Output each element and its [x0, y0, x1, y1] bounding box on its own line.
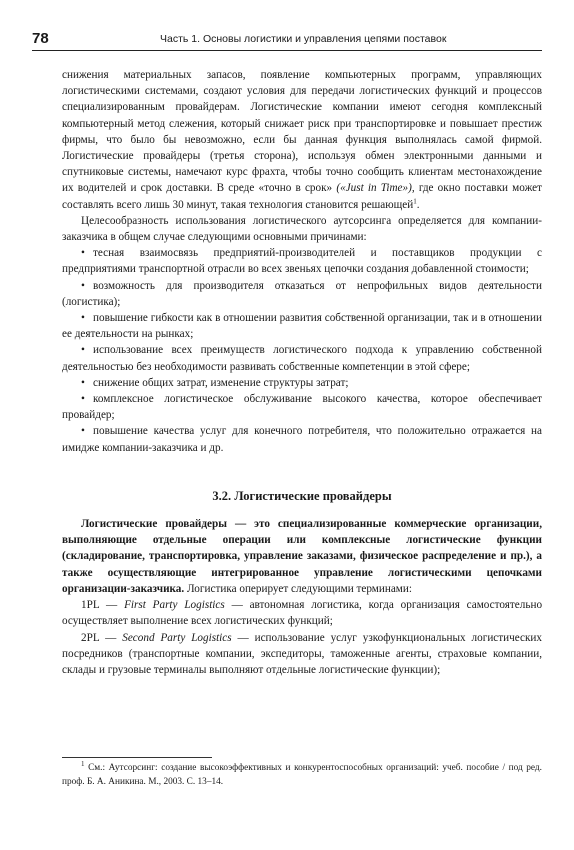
footnote-mark: 1	[81, 759, 85, 768]
bullet-icon: •	[81, 393, 85, 406]
term-abbr: 2PL —	[81, 631, 117, 644]
bullet-text: комплексное логистическое обслуживание высокого качества, которое обеспечивает провайдер;	[62, 393, 542, 422]
term-abbr: 1PL —	[81, 599, 118, 612]
bullet-text: тесная взаимосвязь предприятий-производителей и поставщиков продукции с предприятиями транспортной отрасли во всех звеньях цепочки создания добавленной стоимости;	[62, 247, 542, 276]
term-name: First Party Logistics	[124, 599, 225, 612]
paragraph-2: Целесообразность использования логистического аутсорсинга определяется для компании-заказчика в общем случае следующими основными причинами:	[62, 214, 542, 244]
running-title: Часть 1. Основы логистики и управления цепями поставок	[160, 33, 447, 45]
footnote	[62, 759, 542, 789]
bullet-text: использование всех преимуществ логистического подхода к управлению собственной деятельностью без необходимости развивать собственные компетенции в этой сфере;	[62, 344, 542, 373]
term-desc: — автономная логистика, когда организация самостоятельно осуществляет выполнение всех логистических функций;	[62, 599, 543, 628]
header-rule	[32, 50, 542, 51]
term-name: Second Party Logistics	[122, 631, 232, 644]
definition-bold: Логистические провайдеры — это специализированные коммерческие организации, выполняющие отдельные операции или комплексные логистические функции (складирование, транспортировка, управление заказами, физическое распределение и пр.), а также осуществляющие интегрированное управление логистическими цепочками организации-заказчика.	[62, 518, 542, 595]
definition-rest: Логистика оперирует следующими терминами:	[187, 582, 412, 595]
footnote-ref: 1	[413, 196, 417, 205]
page-number: 78	[32, 30, 49, 47]
bullet-item	[62, 278, 542, 310]
bullet-icon: •	[81, 344, 85, 357]
bullet-item	[62, 375, 542, 391]
bullet-item	[62, 423, 542, 455]
term-1pl	[62, 597, 542, 629]
definition-paragraph	[62, 516, 542, 597]
jit-term: («Just in Time»),	[336, 182, 415, 195]
footnote-rule	[62, 757, 212, 758]
bullet-icon: •	[81, 279, 85, 292]
footnote-text: См.: Аутсорсинг: создание высокоэффективных и конкурентоспособных организаций: учеб. пособие / под ред. проф. Б. А. Аникина. М., 2003. С. 13–14.	[62, 763, 542, 787]
body-text	[62, 67, 542, 678]
paragraph-1	[62, 67, 542, 213]
bullet-item	[62, 310, 542, 342]
term-desc: — использование услуг узкофункциональных логистических посредников (транспортные компании, экспедиторы, таможенные агенты, страховые компании, склады и грузовые терминалы выполняют отдельные логистические функции);	[62, 631, 542, 676]
bullet-icon: •	[81, 312, 85, 325]
page-header	[32, 30, 542, 52]
paragraph-1-end: где окно поставки может составлять всего лишь 30 минут, такая технология становится решающей	[62, 182, 543, 211]
paragraph-1-text: снижения материальных запасов, появление компьютерных программ, управляющих логистическими системами, создают условия для передачи логистических функций и процессов специализированным провайдерам. Логистические компании имеют сегодня комплексный компьютерный метод слежения, который снижает риск при транспортировке и повышает престиж фирмы, что было бы невозможно, если бы данная функция выполнялась самой фирмой. Логистические провайдеры (третья сторона), используя обмен электронными данными и спутниковые системы, намечают курс фрахта, чтобы точно сообщить клиентам местонахождение их водителей и срок доставки. В среде «точно в срок»	[62, 69, 542, 195]
bullet-item	[62, 342, 542, 374]
term-2pl	[62, 630, 542, 679]
bullet-icon: •	[81, 425, 85, 438]
bullet-text: повышение гибкости как в отношении развития собственной организации, так и в отношении ее деятельности на рынках;	[62, 312, 542, 341]
bullet-icon: •	[81, 376, 85, 389]
bullet-text: возможность для производителя отказаться от непрофильных видов деятельности (логистика);	[62, 279, 542, 308]
bullet-text: снижение общих затрат, изменение структуры затрат;	[93, 376, 349, 389]
bullet-icon: •	[81, 247, 85, 260]
bullet-item	[62, 391, 542, 423]
bullet-item	[62, 245, 542, 277]
section-title: 3.2. Логистические провайдеры	[212, 488, 392, 503]
bullet-text: повышение качества услуг для конечного потребителя, что положительно отражается на имидже компании-заказчика и др.	[62, 425, 542, 454]
paragraph-1-period: .	[416, 198, 420, 211]
